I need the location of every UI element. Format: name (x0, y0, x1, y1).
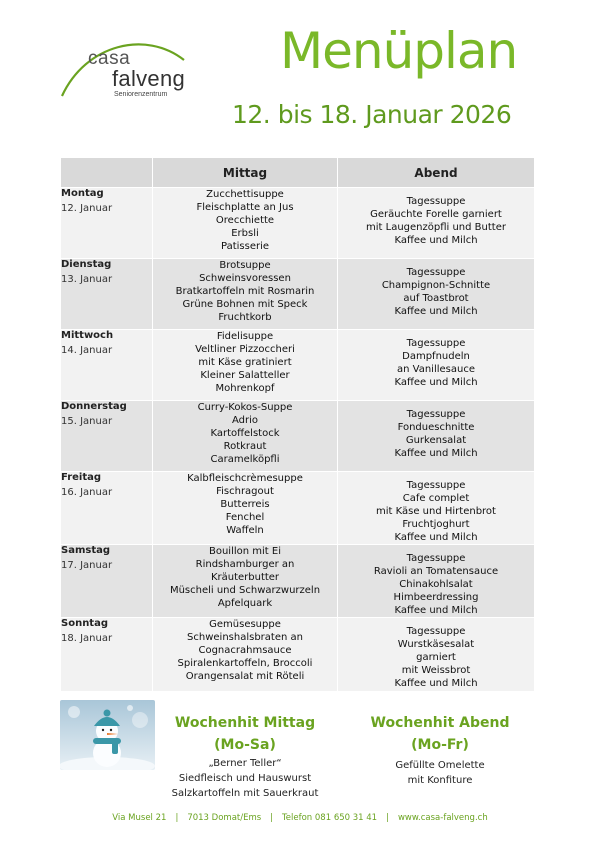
day-cell (61, 472, 153, 545)
day-name: Montag (61, 188, 104, 199)
wochenhit-abend-period: (Mo-Fr) (411, 737, 469, 753)
wochenhit-line: Salzkartoffeln mit Sauerkraut (171, 788, 319, 799)
abend-item: Wurstkäsesalat (397, 639, 475, 650)
mittag-cell (153, 188, 338, 259)
abend-item: Kaffee und Milch (394, 678, 478, 689)
table-row (61, 472, 535, 545)
mittag-item: Kleiner Salatteller (200, 370, 290, 381)
wochenhit-line: mit Konfiture (407, 775, 473, 786)
table-row (61, 401, 535, 472)
wochenhit-mittag-title: Wochenhit Mittag (174, 715, 316, 731)
abend-item: Ravioli an Tomatensauce (373, 566, 499, 577)
mittag-item: Apfelquark (217, 598, 273, 609)
mittag-item: Veltliner Pizzoccheri (195, 344, 295, 355)
mittag-item: Spiralenkartoffeln, Broccoli (177, 658, 313, 669)
footer-website-link[interactable]: www.casa-falveng.ch (397, 813, 488, 823)
mittag-item: Kräuterbutter (210, 572, 280, 583)
abend-item: Fruchtjoghurt (402, 519, 470, 530)
mittag-item: Butterreis (220, 499, 270, 510)
abend-item: Tagessuppe (406, 480, 466, 491)
day-name: Sonntag (61, 618, 108, 629)
mittag-item: Mohrenkopf (215, 383, 275, 394)
abend-cell (338, 618, 535, 692)
abend-item: Kaffee und Milch (394, 306, 478, 317)
mittag-item: Fischragout (216, 486, 274, 497)
abend-item: an Vanillesauce (397, 364, 475, 375)
mittag-item: Cognacrahmsauce (198, 645, 292, 656)
day-name: Samstag (61, 545, 111, 556)
day-name: Dienstag (61, 259, 112, 270)
mittag-cell (153, 472, 338, 545)
abend-item: Champignon-Schnitte (381, 280, 491, 291)
mittag-item: Adrio (231, 415, 259, 426)
abend-item: auf Toastbrot (403, 293, 469, 304)
wochenhit-line: Siedfleisch und Hauswurst (178, 773, 312, 784)
day-date: 13. Januar (61, 274, 113, 285)
abend-item: Tagessuppe (406, 196, 466, 207)
abend-cell (338, 330, 535, 401)
mittag-cell (153, 545, 338, 618)
header-empty-cell (61, 158, 153, 188)
mittag-item: Kartoffelstock (210, 428, 280, 439)
mittag-item: Müscheli und Schwarzwurzeln (169, 585, 321, 596)
footer: Via Musel 21 | 7013 Domat/Ems | Telefon 081 650 31 41 | www.casa-falveng.ch (112, 813, 488, 823)
mittag-item: Fidelisuppe (216, 331, 274, 342)
day-cell (61, 401, 153, 472)
mittag-item: Curry-Kokos-Suppe (197, 402, 293, 413)
mittag-item: Orecchiette (215, 215, 275, 226)
mittag-item: Waffeln (226, 525, 264, 536)
day-date: 14. Januar (61, 345, 113, 356)
menu-header-row (61, 158, 535, 188)
abend-item: Himbeerdressing (393, 592, 479, 603)
abend-item: mit Laugenzöpfli und Butter (366, 222, 506, 233)
abend-item: Cafe complet (402, 493, 470, 504)
abend-item: Tagessuppe (406, 626, 466, 637)
abend-item: Kaffee und Milch (394, 377, 478, 388)
wochenhit-mittag (160, 712, 330, 801)
mittag-item: Schweinsvoressen (199, 273, 291, 284)
menu-table (60, 157, 535, 692)
table-row (61, 545, 535, 618)
day-date: 16. Januar (61, 487, 113, 498)
day-cell (61, 259, 153, 330)
mittag-item: Patisserie (220, 241, 270, 252)
mittag-item: Zucchettisuppe (206, 189, 284, 200)
abend-item: Fondueschnitte (397, 422, 475, 433)
mittag-item: Bratkartoffeln mit Rosmarin (175, 286, 315, 297)
mittag-item: Gemüsesuppe (209, 619, 281, 630)
abend-item: Chinakohlsalat (399, 579, 473, 590)
footer-city: 7013 Domat/Ems (187, 813, 262, 823)
abend-item: Tagessuppe (406, 338, 466, 349)
day-name: Donnerstag (61, 401, 127, 412)
logo-subtitle: Seniorenzentrum (114, 91, 168, 98)
mittag-item: Schweinshalsbraten an (187, 632, 303, 643)
wochenhit-abend-title: Wochenhit Abend (370, 715, 510, 731)
logo-casa-text: casa (88, 48, 131, 69)
mittag-item: Fleischplatte an Jus (196, 202, 294, 213)
abend-item: Geräuchte Forelle garniert (370, 209, 502, 220)
casa-falveng-logo (56, 30, 196, 102)
abend-item: Kaffee und Milch (394, 235, 478, 246)
mittag-item: Bouillon mit Ei (208, 546, 281, 557)
day-name: Mittwoch (61, 330, 114, 341)
abend-cell (338, 472, 535, 545)
wochenhit-abend (355, 712, 525, 788)
footer-address: Via Musel 21 (112, 813, 167, 823)
day-cell (61, 188, 153, 259)
day-date: 17. Januar (61, 560, 113, 571)
mittag-cell (153, 618, 338, 692)
abend-item: Gurkensalat (405, 435, 467, 446)
mittag-item: Rindshamburger an (195, 559, 295, 570)
abend-cell (338, 188, 535, 259)
mittag-cell (153, 330, 338, 401)
wochenhit-mittag-period: (Mo-Sa) (214, 737, 276, 753)
mittag-cell (153, 401, 338, 472)
mittag-item: Rotkraut (223, 441, 267, 452)
header-abend: Abend (338, 158, 535, 188)
mittag-item: Grüne Bohnen mit Speck (182, 299, 308, 310)
date-range: 12. bis 18. Januar 2026 (232, 100, 512, 129)
wochenhit-line: Gefüllte Omelette (395, 760, 485, 771)
abend-item: Dampfnudeln (402, 351, 470, 362)
mittag-item: Caramelköpfli (210, 454, 280, 465)
table-row (61, 188, 535, 259)
mittag-item: Erbsli (231, 228, 259, 239)
mittag-cell (153, 259, 338, 330)
page-title: Menüplan (280, 22, 518, 80)
day-date: 18. Januar (61, 633, 113, 644)
table-row (61, 618, 535, 692)
day-name: Freitag (61, 472, 102, 483)
abend-item: Kaffee und Milch (394, 448, 478, 459)
abend-item: Kaffee und Milch (394, 605, 478, 616)
day-cell (61, 545, 153, 618)
day-date: 12. Januar (61, 203, 113, 214)
mittag-item: Kalbfleischcrèmesuppe (187, 473, 303, 484)
abend-cell (338, 545, 535, 618)
abend-item: mit Käse und Hirtenbrot (376, 506, 496, 517)
table-row (61, 259, 535, 330)
mittag-item: Orangensalat mit Röteli (185, 671, 305, 682)
mittag-item: Fenchel (225, 512, 265, 523)
logo-falveng-text: falveng (112, 66, 186, 91)
abend-item: garniert (416, 652, 456, 663)
footer-phone: Telefon 081 650 31 41 (282, 813, 378, 823)
header-mittag: Mittag (153, 158, 338, 188)
abend-item: Tagessuppe (406, 409, 466, 420)
mittag-item: Fruchtkorb (218, 312, 272, 323)
mittag-item: mit Käse gratiniert (198, 357, 292, 368)
wochenhit-line: „Berner Teller“ (208, 758, 282, 769)
day-cell (61, 618, 153, 692)
abend-item: Kaffee und Milch (394, 532, 478, 543)
snowman-photo (60, 700, 155, 770)
abend-cell (338, 259, 535, 330)
table-row (61, 330, 535, 401)
abend-cell (338, 401, 535, 472)
day-cell (61, 330, 153, 401)
day-date: 15. Januar (61, 416, 113, 427)
abend-item: mit Weissbrot (401, 665, 471, 676)
abend-item: Tagessuppe (406, 553, 466, 564)
abend-item: Tagessuppe (406, 267, 466, 278)
menu-body (61, 188, 535, 692)
mittag-item: Brotsuppe (219, 260, 271, 271)
